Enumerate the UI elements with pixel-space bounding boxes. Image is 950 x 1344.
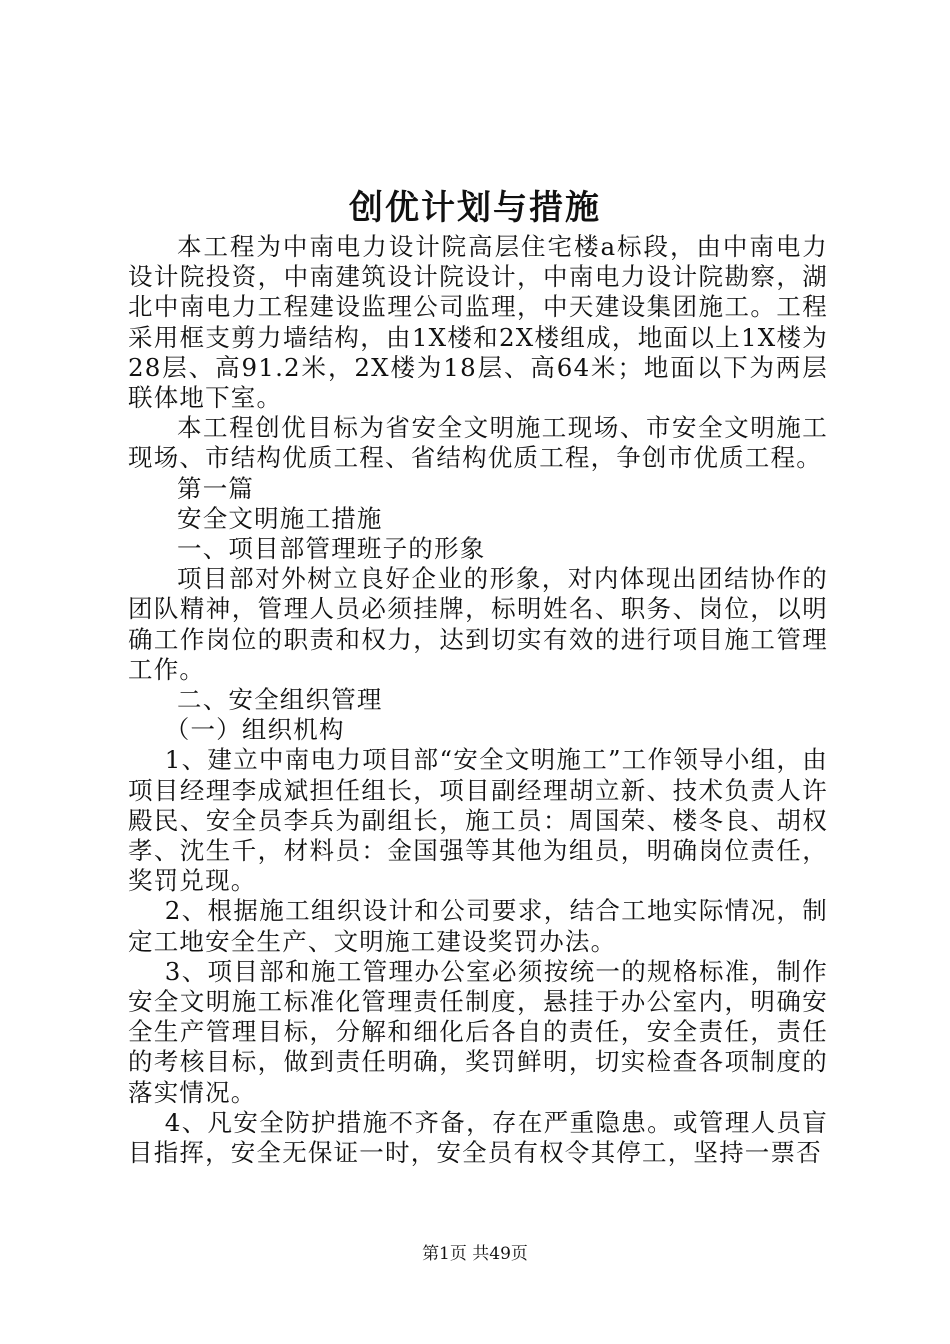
paragraph: 安全文明施工措施 — [177, 503, 383, 533]
list-item: 3、项目部和施工管理办公室必须按统一的规格标准，制作安全文明施工标准化管理责任制度，悬挂于办公室内，明确安全生产管理目标，分解和细化后各自的责任，安全责任，责任的考核目标，做到责任明确，奖罚鲜明，切实检查各项制度的落实情况。 — [128, 956, 828, 1107]
section-heading: 一、项目部管理班子的形象 — [177, 534, 486, 564]
list-item: 2、根据施工组织设计和公司要求，结合工地实际情况，制定工地安全生产、文明施工建设奖罚办法。 — [128, 896, 828, 956]
document-body — [128, 232, 828, 1168]
paragraph: 项目部对外树立良好企业的形象，对内体现出团结协作的团队精神，管理人员必须挂牌，标明姓名、职务、岗位，以明确工作岗位的职责和权力，达到切实有效的进行项目施工管理工作。 — [128, 564, 828, 684]
subsection-heading: （一）组织机构 — [164, 715, 345, 745]
section-heading: 二、安全组织管理 — [177, 685, 383, 715]
list-item: 1、建立中南电力项目部“安全文明施工”工作领导小组，由项目经理李成斌担任组长，项目副经理胡立新、技术负责人许殿民、安全员李兵为副组长，施工员：周国荣、楼冬良、胡权孝、沈生千，材料员：金国强等其他为组员，明确岗位责任，奖罚兑现。 — [128, 745, 828, 896]
page-footer: 第1页 共49页 — [422, 1244, 528, 1264]
paragraph: 本工程创优目标为省安全文明施工现场、市安全文明施工现场、市结构优质工程、省结构优质工程，争创市优质工程。 — [128, 413, 828, 473]
document-title: 创优计划与措施 — [349, 188, 601, 228]
paragraph: 第一篇 — [177, 473, 255, 503]
list-item: 4、凡安全防护措施不齐备，存在严重隐患。或管理人员盲目指挥，安全无保证一时，安全员有权令其停工，坚持一票否 — [128, 1107, 828, 1168]
paragraph: 本工程为中南电力设计院高层住宅楼a标段，由中南电力设计院投资，中南建筑设计院设计，中南电力设计院勘察，湖北中南电力工程建设监理公司监理，中天建设集团施工。工程采用框支剪力墙结构，由1X楼和2X楼组成，地面以上1X楼为28层、高91.2米，2X楼为18层、高64米；地面以下为两层联体地下室。 — [128, 232, 828, 413]
